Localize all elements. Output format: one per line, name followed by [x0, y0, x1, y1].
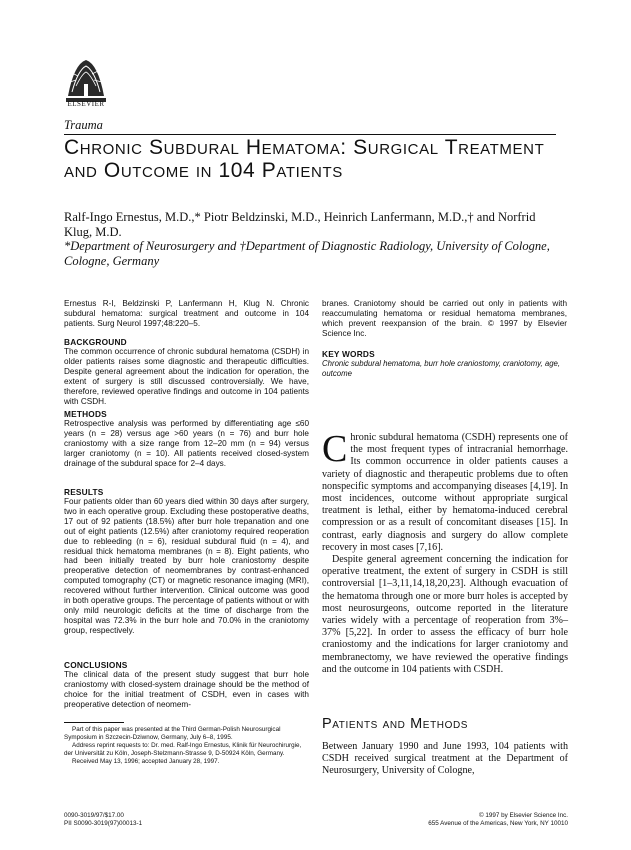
- identifiers: [64, 812, 309, 828]
- abstract-background-heading: BACKGROUND: [64, 337, 127, 347]
- publisher-address: 655 Avenue of the Americas, New York, NY 10010: [428, 820, 568, 827]
- abstract-background-text: The common occurrence of chronic subdural hematoma (CSDH) in older patients raises some diagnostic and therapeutic difficulties. Despite general agreement about the indication for operation, the extent of surgery is still discussed controversially. We have, therefore, reviewed operative findings and outcome in 104 patients with CSDH.: [64, 347, 309, 406]
- section-label: Trauma: [64, 118, 103, 132]
- intro-paragraph: [322, 428, 568, 554]
- publisher-name: ELSEVIER: [67, 100, 105, 108]
- footnote-rule: [64, 722, 124, 723]
- intro-paragraph-2: Despite general agreement concerning the indication for operative treatment, the extent of surgery in CSDH is still controversial [1–3,11,14,18,20,23]. Although evacuation of the hematoma through one or more burr holes is accepted by most neurosurgeons, outcome reported in the literature varies widely with a percentage of reoperation from 3%–37% [5,22]. In order to assess the efficacy of burr hole craniostomy and the indications for larger craniotomy and membranectomy, we have reviewed the operative findings and the outcome in 104 patients with CSDH.: [322, 554, 568, 675]
- citation: Ernestus R-I, Beldzinski P, Lanfermann H, Klug N. Chronic subdural hematoma: surgical treatment and outcome in 104 patients. Surg Neurol 1997;48:220–5.: [64, 299, 309, 328]
- abstract-conclusions-heading: CONCLUSIONS: [64, 660, 128, 670]
- introduction: [322, 428, 568, 676]
- author-list: Ralf-Ingo Ernestus, M.D.,* Piotr Beldzinski, M.D., Heinrich Lanfermann, M.D.,† and Norfrid Klug, M.D.: [64, 210, 536, 239]
- article-title: Chronic Subdural Hematoma: Surgical Treatment and Outcome in 104 Patients: [64, 136, 545, 182]
- abstract-methods-heading: METHODS: [64, 409, 107, 419]
- footnote: Received May 13, 1996; accepted January 28, 1997.: [72, 758, 220, 765]
- elsevier-tree-logo-icon: [64, 56, 108, 106]
- abstract-continued-text: branes. Craniotomy should be carried out only in patients with reaccumulating hematoma or residual hematoma membranes, which prevent reexpansion of the brain. © 1997 by Elsevier Science Inc.: [322, 299, 567, 338]
- drop-cap: C: [322, 428, 348, 470]
- abstract-results-heading: RESULTS: [64, 487, 104, 497]
- keywords-heading: KEY WORDS: [322, 349, 375, 359]
- footnotes: [64, 726, 309, 766]
- abstract-methods-text: Retrospective analysis was performed by differentiating age ≤60 years (n = 28) versus age >60 years (n = 76) and burr hole craniostomy with a size range from 12–20 mm (n = 94) versus larger craniotomy (n = 10). All patients received closed-system drainage of the subdural space for 2–4 days.: [64, 419, 309, 468]
- header-rule: [64, 134, 556, 135]
- issn: 0090-3019/97/$17.00: [64, 812, 124, 819]
- copyright: [322, 812, 568, 828]
- footnote: Part of this paper was presented at the Third German-Polish Neurosurgical Symposium in Szczecin-Dziwnow, Germany, July 6–8, 1995.: [64, 726, 281, 741]
- intro-paragraph-1-text: hronic subdural hematoma (CSDH) represents one of the most frequent types of intracranial hemorrhage. Its common occurrence in older patients causes a variety of diagnostic and therapeutic problems due to often nonspecific symptoms and accompanying diseases [4,19]. In most incidences, outcome without appropriate surgical treatment is lethal, either by hematoma-induced cerebral compression or as a result of concomitant diseases [15]. In contrast, early diagnosis and surgery do allow complete recovery in most cases [7,16].: [322, 432, 568, 553]
- abstract-conclusions-text: The clinical data of the present study suggest that burr hole craniostomy with closed-system drainage should be the method of choice for the initial treatment of CSDH, even in cases with preoperative detection of neomem-: [64, 670, 309, 709]
- patients-methods-heading: Patients and Methods: [322, 716, 469, 732]
- affiliation: *Department of Neurosurgery and †Department of Diagnostic Radiology, University of Cologne, Cologne, Germany: [64, 239, 550, 268]
- copyright-line: © 1997 by Elsevier Science Inc.: [479, 812, 568, 819]
- pii: PII S0090-3019(97)00013-1: [64, 820, 143, 827]
- patients-methods-text: Between January 1990 and June 1993, 104 patients with CSDH received surgical treatment at the Department of Neurosurgery, University of Cologne,: [322, 741, 568, 777]
- footnote: Address reprint requests to: Dr. med. Ralf-Ingo Ernestus, Klinik für Neurochirurgie, der Universität zu Köln, Joseph-Stelzmann-Strasse 9, D-50924 Köln, Germany.: [64, 742, 302, 757]
- abstract-results-text: Four patients older than 60 years died within 30 days after surgery, two in each operative group. Excluding these postoperative deaths, 17 out of 92 patients (18.5%) after burr hole trepanation and one out of eight patients (12.5%) after craniotomy required reoperation due to rebleeding (n = 6), residual subdural fluid (n = 4), and residual thick hematoma membranes (n = 8). Eight patients, who had been initially treated by burr hole craniostomy despite preoperative detection of neomembranes by contrast-enhanced computed tomography (CT) or magnetic resonance imaging (MRI), recovered without further intervention. Clinical outcome was good in both operative groups. The percentage of patients without or with only mild neurologic deficits at the time of discharge from the hospital was 72.3% in the burr hole and 70.0% in the craniotomy group, respectively.: [64, 497, 309, 635]
- keywords-text: Chronic subdural hematoma, burr hole craniostomy, craniotomy, age, outcome: [322, 359, 561, 378]
